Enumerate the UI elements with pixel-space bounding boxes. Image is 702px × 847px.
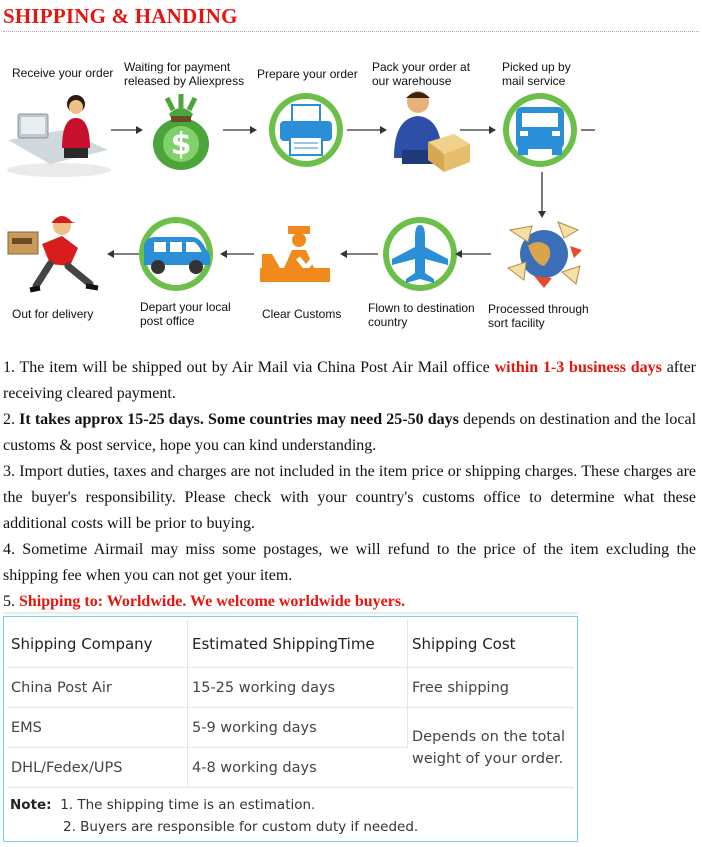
step-label-delivery: Out for delivery xyxy=(12,307,94,321)
customs-officer-icon xyxy=(258,224,332,284)
step-label-customs: Clear Customs xyxy=(262,307,342,321)
term-5: 5. Shipping to: Worldwide. We welcome worldwide buyers. xyxy=(3,593,406,610)
note-label: Note: xyxy=(10,797,52,813)
cell-time: 15-25 working days xyxy=(188,668,408,708)
note-1: 1. The shipping time is an estimation. xyxy=(60,797,316,813)
arrow-down-icon xyxy=(536,172,548,218)
table-header-row xyxy=(7,620,574,668)
airplane-icon xyxy=(380,215,460,293)
step-label-prepare: Prepare your order xyxy=(257,67,358,81)
cell-company: EMS xyxy=(7,708,188,748)
courier-icon xyxy=(6,214,102,296)
arrow-right-icon xyxy=(347,124,387,136)
step-label-pack: Pack your order at our warehouse xyxy=(372,60,471,88)
header-time: Estimated ShippingTime xyxy=(188,620,408,668)
title-divider xyxy=(3,31,699,32)
shipping-table xyxy=(3,616,578,842)
table-row xyxy=(7,668,574,708)
step-label-pickup: Picked up by mail service xyxy=(502,60,571,88)
arrow-right-icon xyxy=(460,124,496,136)
arrow-right-icon xyxy=(111,124,143,136)
cell-shared-cost: Depends on the total weight of your order. xyxy=(408,708,575,788)
cell-company: China Post Air xyxy=(7,668,188,708)
shipping-terms xyxy=(3,355,696,615)
arrow-left-icon xyxy=(455,248,491,260)
svg-text:$: $ xyxy=(170,127,192,162)
connector-line xyxy=(581,124,597,136)
step-label-receive: Receive your order xyxy=(12,66,114,80)
arrow-left-icon xyxy=(107,248,139,260)
cell-company: DHL/Fedex/UPS xyxy=(7,748,188,788)
term-3: 3. Import duties, taxes and charges are not included in the item price or shipping charges. These charges are the buyer's responsibility. Please check with your country's customs office to determine what these additional costs will be prior to buying. xyxy=(3,463,696,532)
money-bag-icon xyxy=(147,88,215,174)
arrow-left-icon xyxy=(340,248,378,260)
term-1: 1. The item will be shipped out by Air Mail via China Post Air Mail office within 1-3 business days after receiving cleared payment. xyxy=(3,359,697,402)
truck-icon xyxy=(500,91,580,169)
term-2: 2. It takes approx 15-25 days. Some countries may need 25-50 days depends on destination and the local customs & post service, hope you can kind understanding. xyxy=(3,411,697,454)
step-label-payment: Waiting for payment released by Aliexpress xyxy=(124,60,245,88)
van-icon xyxy=(136,215,216,293)
step-label-sort: Processed through sort facility xyxy=(488,302,589,330)
term-4: 4. Sometime Airmail may miss some postages, we will refund to the price of the item excluding the shipping fee when you can not get your item. xyxy=(3,541,696,584)
computer-operator-icon xyxy=(4,92,114,178)
arrow-right-icon xyxy=(223,124,257,136)
arrow-left-icon xyxy=(220,248,254,260)
header-company: Shipping Company xyxy=(7,620,188,668)
table-row xyxy=(7,708,574,748)
note-2: 2. Buyers are responsible for custom duty if needed. xyxy=(63,819,419,835)
header-cost: Shipping Cost xyxy=(408,620,575,668)
step-label-flown: Flown to destination country xyxy=(368,301,475,329)
shipping-table-grid xyxy=(7,620,574,788)
printer-icon xyxy=(266,91,346,169)
cell-time: 5-9 working days xyxy=(188,708,408,748)
step-label-post-office: Depart your local post office xyxy=(140,300,231,328)
globe-mail-icon xyxy=(504,216,584,290)
table-note xyxy=(10,794,418,838)
page-title: SHIPPING & HANDING xyxy=(3,4,238,28)
cell-cost: Free shipping xyxy=(408,668,575,708)
cell-time: 4-8 working days xyxy=(188,748,408,788)
